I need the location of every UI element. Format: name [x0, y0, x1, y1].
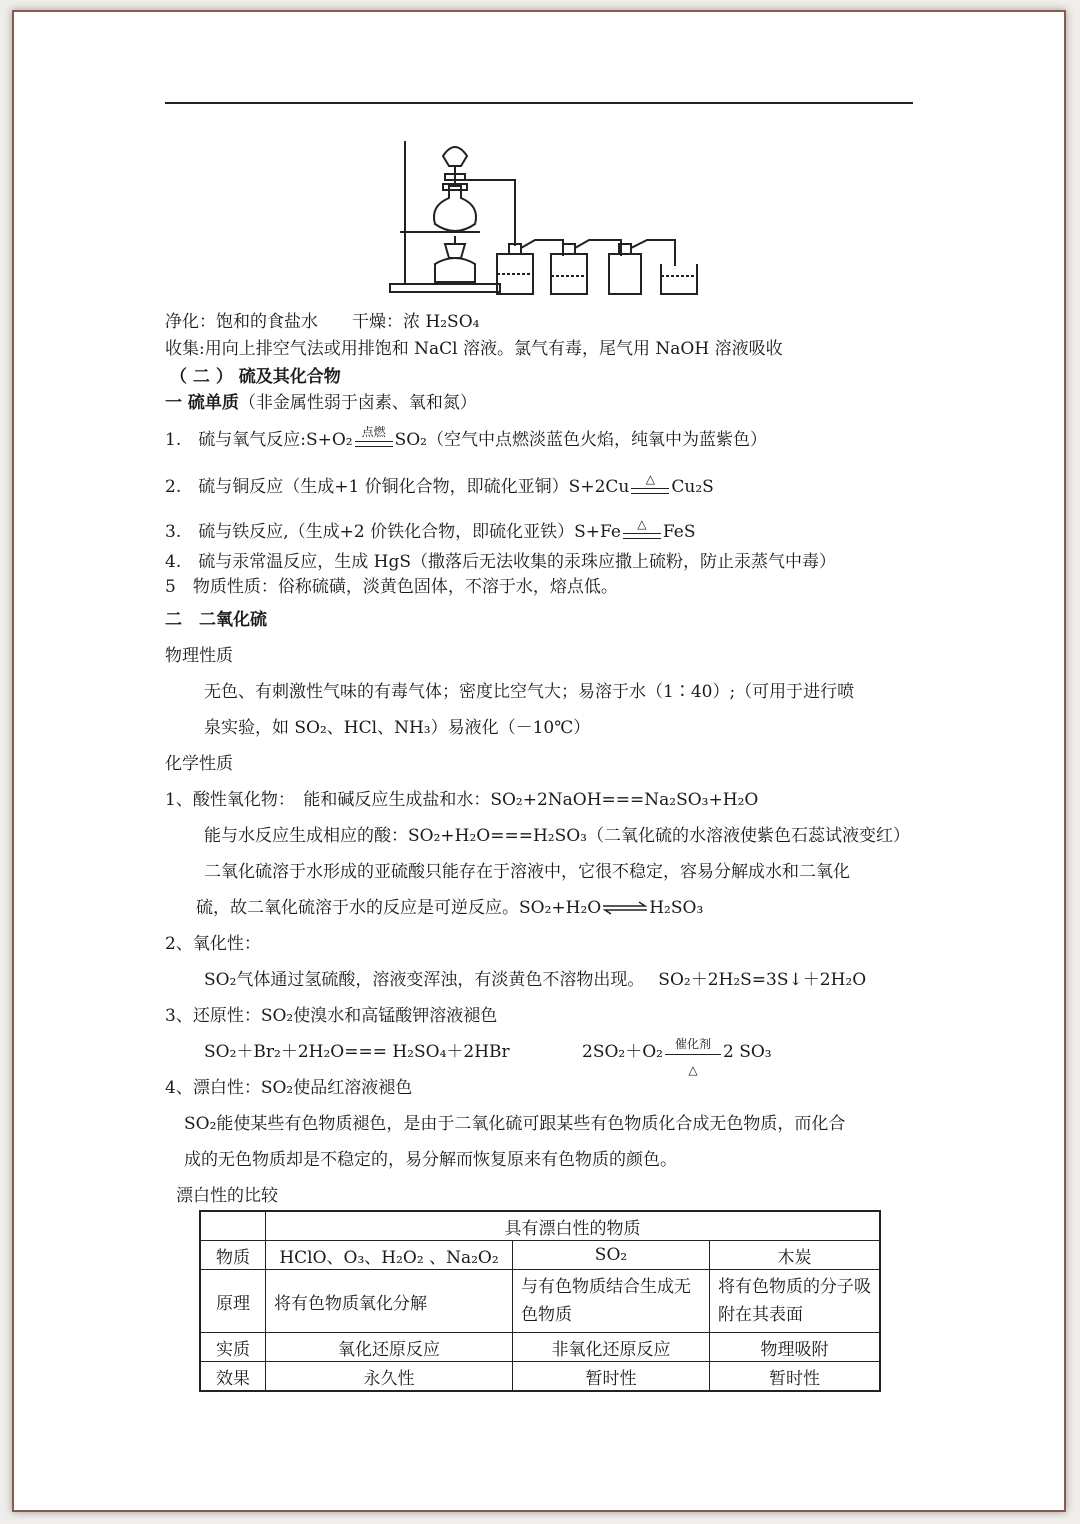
reversible-product: H₂SO₃ [649, 898, 704, 918]
item-3 [165, 517, 696, 544]
catalyst-label: 催化剂 [674, 1037, 711, 1051]
cell: 将有色物质的分子吸附在其表面 [710, 1270, 881, 1333]
item-5: 5 物质性质：俗称硫磺，淡黄色固体，不溶于水，熔点低。 [165, 577, 618, 597]
reaction-condition [353, 425, 395, 452]
purify-line: 净化：饱和的食盐水 干燥：浓 H₂SO₄ [165, 312, 480, 332]
item-1 [165, 425, 767, 452]
acid-formation-line: 能与水反应生成相应的酸：SO₂+H₂O===H₂SO₃（二氧化硫的水溶液使紫色石蕊试液变红） [204, 826, 910, 846]
cell: 永久性 [266, 1362, 513, 1392]
cell: 将有色物质氧化分解 [266, 1270, 513, 1333]
so2-heading: 二 二氧化硫 [165, 610, 267, 630]
item-2-text: 2. 硫与铜反应（生成+1 价铜化合物，即硫化亚铜）S+2Cu [165, 477, 630, 497]
item-2-product: Cu₂S [671, 477, 714, 497]
oxidizing-heading: 2、氧化性： [165, 934, 261, 954]
eq2-product: 2 SO₃ [722, 1042, 772, 1062]
reversible-line [196, 896, 703, 920]
header-rule [165, 102, 913, 104]
item-2 [165, 472, 714, 499]
section-title: （ 二 ） 硫及其化合物 [170, 367, 341, 387]
table-row [200, 1241, 880, 1270]
cell: 与有色物质结合生成无色物质 [513, 1270, 710, 1333]
row-label: 效果 [200, 1362, 266, 1392]
condition-label: △ [645, 472, 655, 486]
reaction-condition [621, 517, 663, 544]
cell: SO₂ [513, 1241, 710, 1270]
item-3-text: 3. 硫与铁反应,（生成+2 价铁化合物，即硫化亚铁）S+Fe [165, 522, 621, 542]
cell: 木炭 [710, 1241, 881, 1270]
chemical-heading: 化学性质 [165, 754, 233, 774]
physical-line-1: 无色、有刺激性气味的有毒气体；密度比空气大；易溶于水（1∶40）;（可用于进行喷 [204, 682, 855, 702]
sulfur-heading: 一 硫单质 [165, 393, 239, 413]
oxidizing-line: SO₂气体通过氢硫酸，溶液变浑浊，有淡黄色不溶物出现。 SO₂＋2H₂S=3S↓＋2H₂O [204, 970, 867, 990]
eq2-reactants: 2SO₂＋O₂ [582, 1042, 663, 1062]
cell: 暂时性 [710, 1362, 881, 1392]
condition-label: △ [637, 517, 647, 531]
reversible-text: 硫，故二氧化硫溶于水的反应是可逆反应。SO₂+H₂O [196, 898, 602, 918]
table-header: 具有漂白性的物质 [266, 1211, 881, 1241]
reaction-condition [629, 472, 671, 499]
chlorine-apparatus-diagram [385, 136, 705, 301]
bleaching-line-2: 成的无色物质却是不稳定的，易分解而恢复原来有色物质的颜色。 [184, 1150, 677, 1170]
cell: 暂时性 [513, 1362, 710, 1392]
cell: 物理吸附 [710, 1333, 881, 1362]
reducing-equation-2 [582, 1037, 772, 1077]
physical-heading: 物理性质 [165, 646, 233, 666]
item-4: 4. 硫与汞常温反应，生成 HgS（撒落后无法收集的汞珠应撒上硫粉，防止汞蒸气中毒） [165, 552, 836, 572]
item-1-text: 1. 硫与氧气反应:S+O₂ [165, 430, 353, 450]
reducing-equation-1: SO₂＋Br₂＋2H₂O=== H₂SO₄＋2HBr [204, 1042, 510, 1062]
row-label: 实质 [200, 1333, 266, 1362]
table-row [200, 1270, 880, 1333]
cell: 氧化还原反应 [266, 1333, 513, 1362]
physical-line-2: 泉实验，如 SO₂、HCl、NH₃）易液化（－10℃） [204, 718, 591, 738]
collect-line: 收集:用向上排空气法或用排饱和 NaCl 溶液。氯气有毒，尾气用 NaOH 溶液吸收 [165, 339, 783, 359]
heat-label: △ [688, 1063, 698, 1077]
table-row [200, 1362, 880, 1392]
cell: 非氧化还原反应 [513, 1333, 710, 1362]
table-header-row [200, 1211, 880, 1241]
bleaching-line-1: SO₂能使某些有色物质褪色，是由于二氧化硫可跟某些有色物质化合成无色物质，而化合 [184, 1114, 846, 1134]
bleaching-heading: 4、漂白性：SO₂使品红溶液褪色 [165, 1078, 413, 1098]
acidic-oxide-line: 1、酸性氧化物： 能和碱反应生成盐和水：SO₂+2NaOH===Na₂SO₃+H₂O [165, 790, 759, 810]
row-label: 原理 [200, 1270, 266, 1333]
table-caption: 漂白性的比较 [176, 1186, 278, 1206]
item-3-product: FeS [662, 522, 696, 542]
bleaching-comparison-table [199, 1210, 881, 1392]
reversible-arrow [601, 896, 649, 920]
table-row [200, 1333, 880, 1362]
row-label: 物质 [200, 1241, 266, 1270]
condition-label: 点燃 [361, 425, 386, 439]
sulfur-note: （非金属性弱于卤素、氧和氮） [238, 393, 477, 413]
catalyst-arrow [663, 1037, 723, 1077]
sulfur-heading-line [165, 391, 477, 415]
reducing-heading: 3、还原性：SO₂使溴水和高锰酸钾溶液褪色 [165, 1006, 498, 1026]
sulfurous-acid-line: 二氧化硫溶于水形成的亚硫酸只能存在于溶液中，它很不稳定，容易分解成水和二氧化 [204, 862, 850, 882]
cell: HClO、O₃、H₂O₂ 、Na₂O₂ [266, 1241, 513, 1270]
item-1-product: SO₂（空气中点燃淡蓝色火焰，纯氧中为蓝紫色） [394, 430, 767, 450]
